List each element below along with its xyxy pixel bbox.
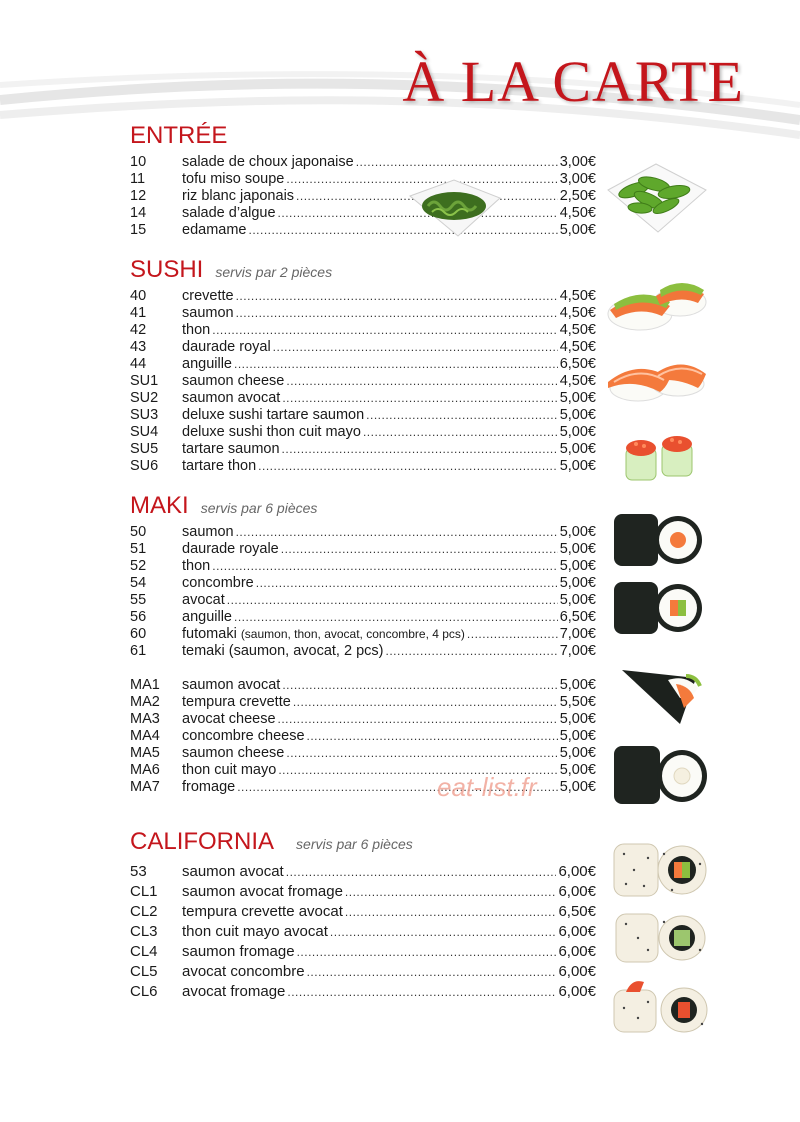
dot-leader xyxy=(236,288,558,305)
menu-list xyxy=(130,288,596,475)
dot-leader xyxy=(282,441,558,458)
item-code: 40 xyxy=(130,288,147,304)
dot-leader xyxy=(307,962,557,982)
item-price: 4,50€ xyxy=(559,288,596,304)
item-code: 41 xyxy=(130,305,147,321)
item-name: tempura crevette avocat xyxy=(182,903,343,920)
dot-leader xyxy=(385,643,557,660)
dot-leader xyxy=(363,424,558,441)
menu-item-row xyxy=(130,339,596,356)
dot-leader xyxy=(356,154,558,171)
menu-item-row xyxy=(130,322,596,339)
item-price: 6,50€ xyxy=(558,903,596,920)
item-name: tofu miso soupe xyxy=(182,171,285,187)
dot-leader xyxy=(293,694,558,711)
dot-leader xyxy=(286,862,557,882)
item-price: 5,00€ xyxy=(559,745,596,761)
item-code: CL6 xyxy=(130,983,158,1000)
california-roll-avocado-image xyxy=(614,910,708,966)
section-california xyxy=(130,828,596,1002)
dot-leader xyxy=(236,305,558,322)
item-code: 14 xyxy=(130,205,147,221)
item-code: SU1 xyxy=(130,373,159,389)
item-price: 5,00€ xyxy=(559,441,596,457)
item-price: 7,00€ xyxy=(559,626,596,642)
dot-leader xyxy=(212,322,557,339)
menu-item-row xyxy=(130,711,596,728)
item-name: saumon cheese xyxy=(182,373,285,389)
menu-item-row xyxy=(130,592,596,609)
item-code: 56 xyxy=(130,609,147,625)
item-price: 4,50€ xyxy=(559,205,596,221)
item-name: thon cuit mayo xyxy=(182,762,277,778)
item-price: 4,50€ xyxy=(559,373,596,389)
item-name: tartare saumon xyxy=(182,441,280,457)
dot-leader xyxy=(287,982,556,1002)
menu-item-row xyxy=(130,222,596,239)
section-subtitle: servis par 6 pièces xyxy=(200,500,318,516)
dot-leader xyxy=(282,677,557,694)
item-price: 5,00€ xyxy=(559,458,596,474)
item-price: 5,00€ xyxy=(559,762,596,778)
item-price: 5,00€ xyxy=(559,728,596,744)
item-code: SU5 xyxy=(130,441,159,457)
avocado-maki-image xyxy=(612,580,704,638)
section-title: MAKI xyxy=(130,492,189,519)
menu-item-row xyxy=(130,862,596,882)
item-code: 55 xyxy=(130,592,147,608)
avocado-salmon-sushi-image xyxy=(600,266,710,340)
menu-item-row xyxy=(130,205,596,222)
menu-list xyxy=(130,154,596,239)
temaki-cone-image xyxy=(618,664,710,728)
menu-item-row xyxy=(130,171,596,188)
item-code: 52 xyxy=(130,558,147,574)
dot-leader xyxy=(345,882,557,902)
menu-item-row xyxy=(130,902,596,922)
item-code: SU4 xyxy=(130,424,159,440)
menu-item-row xyxy=(130,677,596,694)
dot-leader xyxy=(467,626,558,643)
menu-item-row xyxy=(130,643,596,660)
item-price: 6,00€ xyxy=(558,963,596,980)
section-header xyxy=(130,492,596,518)
menu-item-row xyxy=(130,694,596,711)
page-title: À LA CARTE xyxy=(402,49,744,114)
menu-item-row xyxy=(130,154,596,171)
menu-item-row xyxy=(130,962,596,982)
section-header xyxy=(130,256,596,282)
menu-item-row xyxy=(130,188,596,205)
item-price: 5,00€ xyxy=(559,558,596,574)
item-price: 5,00€ xyxy=(559,592,596,608)
item-code: 53 xyxy=(130,863,147,880)
item-name: daurade royale xyxy=(182,541,279,557)
item-name: concombre xyxy=(182,575,254,591)
item-code: CL2 xyxy=(130,903,158,920)
item-price: 5,00€ xyxy=(559,711,596,727)
menu-item-row xyxy=(130,558,596,575)
item-name: tartare thon xyxy=(182,458,257,474)
menu-item-row xyxy=(130,626,596,643)
item-code: MA5 xyxy=(130,745,160,761)
dot-leader xyxy=(256,575,558,592)
section-subtitle: servis par 2 pièces xyxy=(215,264,333,280)
item-price: 6,00€ xyxy=(558,863,596,880)
item-name: temaki (saumon, avocat, 2 pcs) xyxy=(182,643,384,659)
item-name: tempura crevette xyxy=(182,694,291,710)
item-price: 3,00€ xyxy=(559,171,596,187)
section-maki xyxy=(130,492,596,796)
item-price: 5,00€ xyxy=(559,222,596,238)
item-price: 5,00€ xyxy=(559,779,596,795)
menu-item-row xyxy=(130,524,596,541)
section-title: ENTRÉE xyxy=(130,122,228,149)
item-code: 50 xyxy=(130,524,147,540)
menu-item-row xyxy=(130,288,596,305)
item-name: avocat cheese xyxy=(182,711,276,727)
item-code: MA2 xyxy=(130,694,160,710)
menu-item-row xyxy=(130,407,596,424)
item-code: MA6 xyxy=(130,762,160,778)
dot-leader xyxy=(281,541,558,558)
menu-item-row xyxy=(130,390,596,407)
item-name: anguille xyxy=(182,609,232,625)
item-code: 61 xyxy=(130,643,147,659)
item-name: futomaki xyxy=(182,626,237,642)
item-code: CL5 xyxy=(130,963,158,980)
tartare-gunkan-image xyxy=(622,428,698,484)
section-subtitle: servis par 6 pièces xyxy=(296,836,413,852)
dot-leader xyxy=(212,558,557,575)
dot-leader xyxy=(258,458,558,475)
menu-item-row xyxy=(130,942,596,962)
item-price: 7,00€ xyxy=(559,643,596,659)
item-price: 6,00€ xyxy=(558,983,596,1000)
dot-leader xyxy=(236,524,558,541)
california-roll-tempura-image xyxy=(612,978,710,1034)
item-name: salade d’algue xyxy=(182,205,276,221)
item-price: 5,00€ xyxy=(559,407,596,423)
menu-list xyxy=(130,862,596,1002)
section-title: SUSHI xyxy=(130,256,204,283)
dot-leader xyxy=(273,339,558,356)
menu-item-row xyxy=(130,441,596,458)
section-header xyxy=(130,828,596,854)
item-code: 44 xyxy=(130,356,147,372)
menu-item-row xyxy=(130,982,596,1002)
dot-leader xyxy=(307,728,558,745)
dot-leader xyxy=(227,592,558,609)
menu-item-row xyxy=(130,728,596,745)
item-name: concombre cheese xyxy=(182,728,305,744)
item-code: MA7 xyxy=(130,779,160,795)
item-name: avocat xyxy=(182,592,225,608)
menu-item-row xyxy=(130,356,596,373)
section-header xyxy=(130,122,596,148)
item-price: 6,00€ xyxy=(558,923,596,940)
dot-leader xyxy=(286,745,557,762)
item-code: 15 xyxy=(130,222,147,238)
item-price: 6,50€ xyxy=(559,356,596,372)
menu-list xyxy=(130,524,596,660)
item-name: daurade royal xyxy=(182,339,271,355)
menu-item-row xyxy=(130,609,596,626)
salmon-nigiri-image xyxy=(604,352,708,408)
item-code: 60 xyxy=(130,626,147,642)
seaweed-salad-bowl-image xyxy=(404,176,504,240)
item-name: saumon xyxy=(182,305,234,321)
california-roll-salmon-image xyxy=(612,840,708,900)
item-price: 2,50€ xyxy=(559,188,596,204)
item-price: 5,00€ xyxy=(559,575,596,591)
item-code: 51 xyxy=(130,541,147,557)
dot-leader xyxy=(330,922,557,942)
watermark: eat-list.fr xyxy=(437,772,537,802)
menu-item-row xyxy=(130,882,596,902)
item-name: saumon avocat xyxy=(182,863,284,880)
item-price: 5,00€ xyxy=(559,390,596,406)
item-code: CL1 xyxy=(130,883,158,900)
item-name: deluxe sushi thon cuit mayo xyxy=(182,424,361,440)
item-name: saumon avocat fromage xyxy=(182,883,343,900)
item-price: 5,00€ xyxy=(559,424,596,440)
item-name: thon cuit mayo avocat xyxy=(182,923,328,940)
edamame-bowl-image xyxy=(604,160,710,236)
menu-item-row xyxy=(130,424,596,441)
section-entree xyxy=(130,122,596,239)
item-name: avocat fromage xyxy=(182,983,286,1000)
dot-leader xyxy=(297,942,557,962)
menu-item-row xyxy=(130,373,596,390)
item-price: 5,50€ xyxy=(559,694,596,710)
item-name: saumon xyxy=(182,524,234,540)
menu-item-row xyxy=(130,745,596,762)
dot-leader xyxy=(234,609,558,626)
item-name: saumon avocat xyxy=(182,390,281,406)
dot-leader xyxy=(282,390,557,407)
item-code: MA1 xyxy=(130,677,160,693)
item-name: salade de choux japonaise xyxy=(182,154,354,170)
item-price: 6,00€ xyxy=(558,943,596,960)
menu-item-row xyxy=(130,305,596,322)
item-name: riz blanc japonais xyxy=(182,188,295,204)
item-code: SU2 xyxy=(130,390,159,406)
item-note: (saumon, thon, avocat, concombre, 4 pcs) xyxy=(240,627,465,641)
item-price: 5,00€ xyxy=(559,677,596,693)
item-code: SU3 xyxy=(130,407,159,423)
item-price: 5,00€ xyxy=(559,524,596,540)
item-code: 43 xyxy=(130,339,147,355)
dot-leader xyxy=(278,711,558,728)
item-code: 12 xyxy=(130,188,147,204)
item-code: 42 xyxy=(130,322,147,338)
item-name: fromage xyxy=(182,779,236,795)
item-name: saumon cheese xyxy=(182,745,285,761)
item-code: CL3 xyxy=(130,923,158,940)
dot-leader xyxy=(286,373,557,390)
item-code: SU6 xyxy=(130,458,159,474)
menu-item-row xyxy=(130,575,596,592)
item-name: saumon avocat xyxy=(182,677,281,693)
item-name: saumon fromage xyxy=(182,943,295,960)
menu-item-row xyxy=(130,922,596,942)
section-sushi xyxy=(130,256,596,475)
item-name: deluxe sushi tartare saumon xyxy=(182,407,365,423)
salmon-maki-image xyxy=(612,512,704,568)
dot-leader xyxy=(234,356,558,373)
item-price: 4,50€ xyxy=(559,339,596,355)
item-price: 6,00€ xyxy=(558,883,596,900)
dot-leader xyxy=(366,407,558,424)
item-code: 54 xyxy=(130,575,147,591)
item-name: edamame xyxy=(182,222,247,238)
item-code: MA4 xyxy=(130,728,160,744)
item-name: anguille xyxy=(182,356,232,372)
dot-leader xyxy=(345,902,557,922)
item-price: 4,50€ xyxy=(559,305,596,321)
item-name: crevette xyxy=(182,288,234,304)
item-price: 3,00€ xyxy=(559,154,596,170)
item-price: 6,50€ xyxy=(559,609,596,625)
item-price: 5,00€ xyxy=(559,541,596,557)
menu-item-row xyxy=(130,541,596,558)
item-code: CL4 xyxy=(130,943,158,960)
cheese-maki-image xyxy=(612,744,708,806)
item-name: thon xyxy=(182,558,211,574)
menu-item-row xyxy=(130,458,596,475)
section-title: CALIFORNIA xyxy=(130,828,275,855)
item-code: 11 xyxy=(130,171,146,187)
item-code: 10 xyxy=(130,154,147,170)
item-name: thon xyxy=(182,322,211,338)
item-code: MA3 xyxy=(130,711,160,727)
item-name: avocat concombre xyxy=(182,963,305,980)
item-price: 4,50€ xyxy=(559,322,596,338)
